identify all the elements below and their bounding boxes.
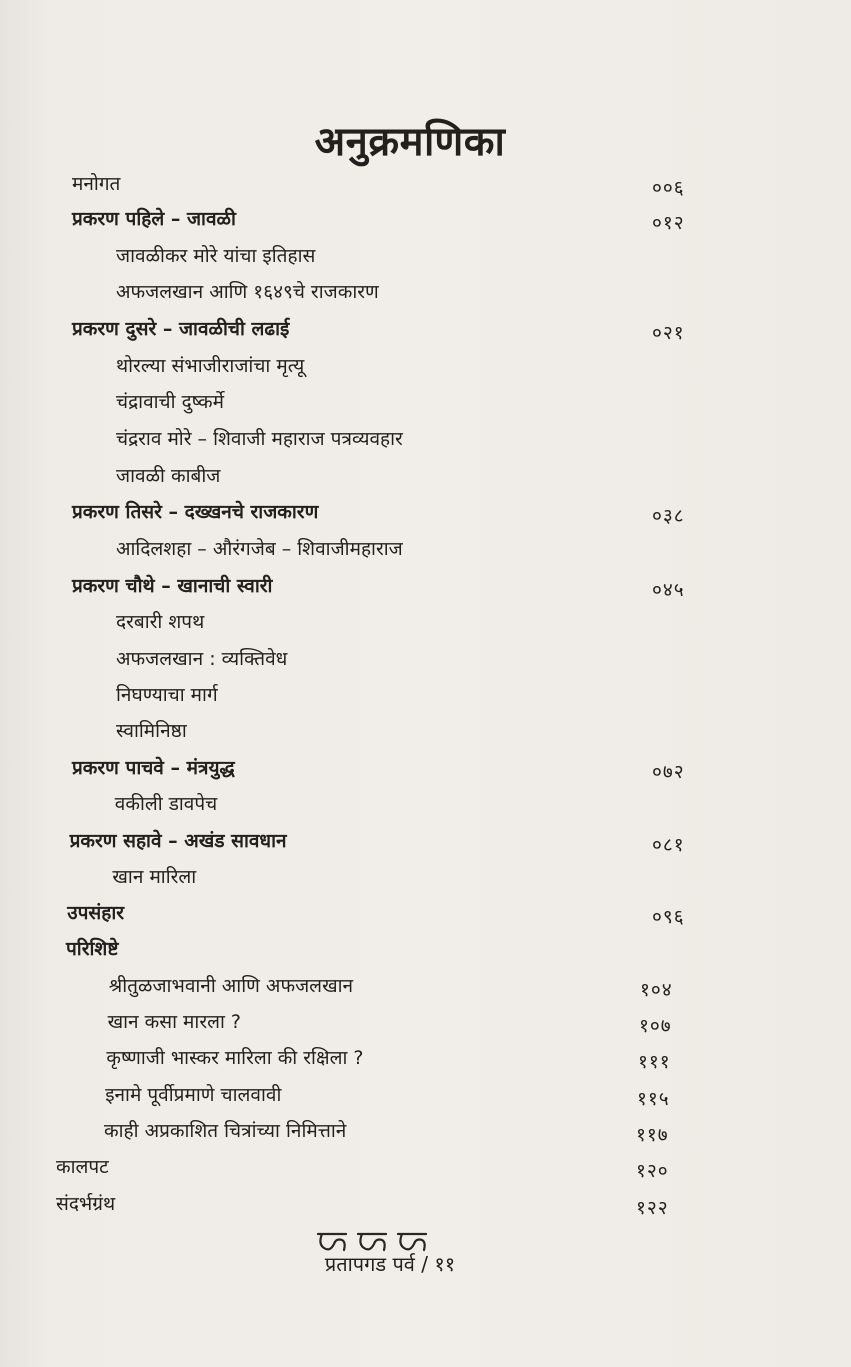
page-number: ०८१ (652, 834, 685, 856)
toc-entry (0, 570, 851, 606)
toc-entry (0, 1188, 851, 1224)
chapter-title: प्रकरण पाचवे – मंत्रयुद्ध (72, 757, 235, 779)
page-number: १०७ (639, 1015, 672, 1037)
page-number: १२२ (636, 1197, 669, 1219)
chapter-title: प्रकरण चौथे – खानाची स्वारी (72, 575, 273, 597)
section-title: संदर्भग्रंथ (56, 1193, 116, 1215)
chapter-title: उपसंहार (67, 902, 125, 924)
toc-entry (0, 861, 851, 897)
page-title: अनुक्रमणिका (314, 119, 506, 165)
page-number: १२० (636, 1160, 669, 1182)
section-title: अफजलखान आणि १६४९चे राजकारण (116, 281, 379, 303)
page-number: ०४५ (652, 579, 685, 601)
page-number: ०२१ (652, 322, 685, 344)
toc-entry (0, 350, 851, 386)
section-title: जावळीकर मोरे यांचा इतिहास (116, 245, 316, 267)
page-number: १०४ (640, 979, 673, 1001)
toc-entry (0, 643, 851, 679)
section-title: स्वामिनिष्ठा (116, 720, 187, 742)
chapter-title: परिशिष्टे (66, 938, 119, 960)
toc-entry (0, 788, 851, 824)
section-title: खान कसा मारला ? (107, 1011, 242, 1033)
toc-entry (0, 606, 851, 642)
page-number: ११७ (636, 1124, 669, 1146)
toc-entry (0, 313, 851, 349)
toc-entry (0, 825, 851, 861)
chapter-title: प्रकरण तिसरे – दख्खनचे राजकारण (72, 501, 319, 523)
section-title: जावळी काबीज (116, 465, 221, 487)
section-title: आदिलशहा – औरंगजेब – शिवाजीमहाराज (116, 538, 403, 560)
toc-entry (0, 1079, 851, 1115)
section-title: मनोगत (72, 173, 121, 195)
toc-entry (0, 386, 851, 422)
toc-entry (0, 715, 851, 751)
section-title: दरबारी शपथ (116, 611, 205, 633)
chapter-title: प्रकरण सहावे – अखंड सावधान (69, 830, 287, 852)
toc-entry (0, 168, 851, 204)
section-title: वकीली डावपेच (114, 793, 218, 815)
section-title: निघण्याचा मार्ग (116, 684, 218, 706)
toc-entry (0, 679, 851, 715)
section-title: काही अप्रकाशित चित्रांच्या निमित्ताने (104, 1120, 347, 1142)
toc-entry (0, 1151, 851, 1187)
toc-entry (0, 897, 851, 933)
toc-entry (0, 1115, 851, 1151)
section-title: खान मारिला (112, 866, 197, 888)
section-title: इनामे पूर्वीप्रमाणे चालवावी (105, 1084, 282, 1106)
section-title: कालपट (56, 1156, 109, 1178)
toc-entry (0, 460, 851, 496)
toc-entry (0, 423, 851, 459)
page-number: १११ (638, 1051, 671, 1073)
toc-entry (0, 240, 851, 276)
toc-entry (0, 203, 851, 239)
toc-entry (0, 933, 851, 969)
chapter-title: प्रकरण दुसरे – जावळीची लढाई (72, 318, 290, 340)
page-footer: प्रतापगड पर्व / ११ (324, 1252, 456, 1276)
toc-entry (0, 276, 851, 312)
toc-entry (0, 496, 851, 532)
section-title: थोरल्या संभाजीराजांचा मृत्यू (116, 355, 305, 377)
chapter-title: प्रकरण पहिले – जावळी (72, 208, 236, 230)
section-title: चंद्रराव मोरे – शिवाजी महाराज पत्रव्यवहार (116, 428, 403, 450)
toc-entry (0, 1042, 851, 1078)
page-number: ०७२ (652, 761, 685, 783)
toc-entry (0, 752, 851, 788)
section-title: कृष्णाजी भास्कर मारिला की रक्षिला ? (106, 1047, 364, 1069)
toc-entry (0, 1006, 851, 1042)
page-number: ११५ (637, 1088, 670, 1110)
page-number: ००६ (652, 177, 685, 199)
toc-entry (0, 533, 851, 569)
page-number: ०१२ (652, 212, 685, 234)
toc-entry (0, 970, 851, 1006)
section-title: श्रीतुळजाभवानी आणि अफजलखान (108, 975, 354, 997)
section-title: अफजलखान : व्यक्तिवेध (116, 648, 288, 670)
page-number: ०९६ (652, 906, 685, 928)
section-title: चंद्रावाची दुष्कर्मे (116, 391, 224, 413)
page-number: ०३८ (652, 505, 685, 527)
